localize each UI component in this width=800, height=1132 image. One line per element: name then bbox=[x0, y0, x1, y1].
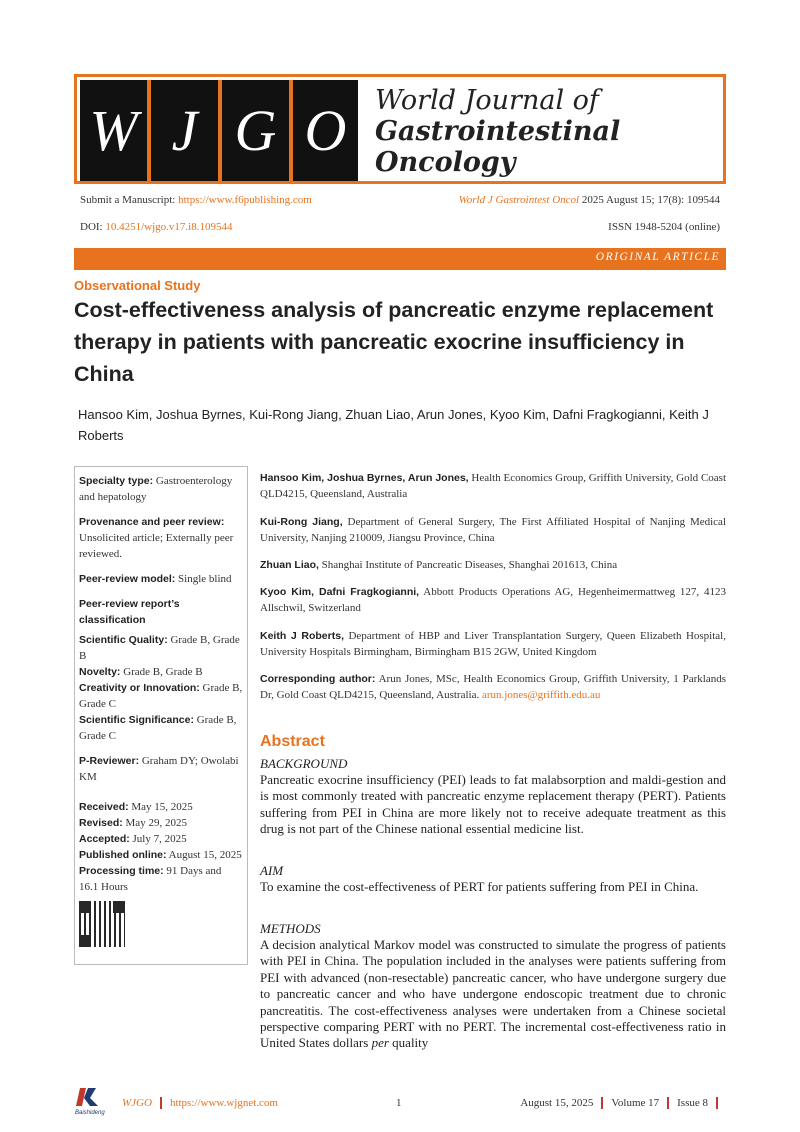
doi-link[interactable]: 10.4251/wjgo.v17.i8.109544 bbox=[105, 221, 233, 233]
novelty-value: Grade B, Grade B bbox=[123, 666, 203, 678]
affiliation-5 bbox=[260, 628, 726, 660]
affiliation-text: Shanghai Institute of Pancreatic Diseases, Shanghai 201613, China bbox=[321, 559, 618, 571]
published-value: August 15, 2025 bbox=[168, 849, 242, 861]
footer-right bbox=[520, 1097, 726, 1109]
masthead-letter-j: J bbox=[151, 80, 222, 181]
publisher-name: Baishideng bbox=[75, 1110, 105, 1116]
affiliation-3 bbox=[260, 557, 726, 573]
quality-label: Scientific Quality: bbox=[79, 634, 168, 646]
corresponding-author bbox=[260, 671, 726, 703]
qr-code-icon[interactable] bbox=[79, 901, 125, 947]
methods-end: quality bbox=[392, 1035, 429, 1051]
footer-divider bbox=[667, 1097, 669, 1109]
processing-value: 91 Days and 16.1 Hours bbox=[79, 865, 222, 893]
publisher-logo-icon bbox=[74, 1086, 112, 1116]
classification-heading: Peer-review report’s classification bbox=[79, 598, 180, 626]
footer-issue: Issue 8 bbox=[677, 1097, 708, 1109]
peer-review-model-value: Single blind bbox=[178, 573, 232, 585]
affiliation-text: Health Economics Group, Griffith University, Gold Coast QLD4215, Queensland, Australia bbox=[260, 472, 727, 500]
revised-value: May 29, 2025 bbox=[125, 817, 187, 829]
accepted-label: Accepted: bbox=[79, 833, 130, 845]
footer-divider bbox=[601, 1097, 603, 1109]
affiliation-names: Keith J Roberts, bbox=[260, 630, 344, 642]
creativity-value: Grade B, Grade C bbox=[79, 682, 243, 710]
significance-value: Grade B, Grade C bbox=[79, 714, 237, 742]
aim-heading: AIM bbox=[260, 863, 284, 878]
revised-label: Revised: bbox=[79, 817, 123, 829]
methods-text bbox=[260, 937, 726, 1052]
masthead-letter-w: W bbox=[80, 80, 151, 181]
background-text: Pancreatic exocrine insufficiency (PEI) leads to fat malabsorption and maldi-gestion and is most commonly treated with pancreatic enzyme replacement therapy (PERT). Patients suffering from PEI in China are more likely not to receive adequate treatment as this drug is not part of the Chinese national essential medicine list. bbox=[260, 772, 726, 837]
significance-label: Scientific Significance: bbox=[79, 714, 194, 726]
journal-title-line1: World Journal of bbox=[375, 85, 599, 116]
article-type-band bbox=[74, 248, 726, 270]
journal-masthead bbox=[74, 74, 726, 184]
novelty-label: Novelty: bbox=[79, 666, 121, 678]
page-number: 1 bbox=[396, 1097, 402, 1109]
issn: ISSN 1948-5204 (online) bbox=[608, 221, 720, 233]
accepted-value: July 7, 2025 bbox=[132, 833, 187, 845]
background-heading: BACKGROUND bbox=[260, 756, 348, 771]
peer-review-model-label: Peer-review model: bbox=[79, 573, 176, 585]
masthead-letter-g: G bbox=[222, 80, 293, 181]
affiliation-2 bbox=[260, 514, 726, 546]
article-title: Cost-effectiveness analysis of pancreatic enzyme replacement therapy in patients with pancreatic exocrine insufficiency in China bbox=[74, 298, 714, 386]
corresponding-email-link[interactable]: arun.jones@griffith.edu.au bbox=[481, 689, 601, 701]
creativity-label: Creativity or Innovation: bbox=[79, 682, 200, 694]
methods-body: A decision analytical Markov model was constructed to simulate the progress of patients with PEI in China. The population included in the analyses were patients suffering from PEI with advanced (non-resectable) pancreatic cancer, who have undergone surgery due to pancreatic cancer and who have undergone endoscopic treatment due to chronic pancreatitis. The cost-effectiveness analyses were undertaken from a Chinese societal perspective comparing PERT with no PERT. The incremental cost-effectiveness ratio in United States dollars bbox=[260, 937, 726, 1051]
footer-divider bbox=[160, 1097, 162, 1109]
footer-journal: WJGO bbox=[122, 1097, 152, 1109]
submit-label: Submit a Manuscript: bbox=[80, 194, 176, 206]
affiliation-4 bbox=[260, 584, 726, 616]
specialty-label: Specialty type: bbox=[79, 475, 154, 487]
masthead-letter-o: O bbox=[293, 80, 358, 181]
methods-heading: METHODS bbox=[260, 921, 321, 936]
citation-journal: World J Gastrointest Oncol bbox=[458, 194, 580, 206]
doi-label: DOI: bbox=[80, 221, 103, 233]
doi-line bbox=[80, 221, 232, 233]
affiliation-names: Kui-Rong Jiang, bbox=[260, 516, 343, 528]
corresponding-label: Corresponding author: bbox=[260, 673, 376, 685]
corresponding-text: Arun Jones, MSc, Health Economics Group, Griffith University, 1 Parklands Dr, Gold Coast QLD4215, Queensland, Australia. bbox=[260, 673, 726, 701]
affiliation-text: Abbott Products Operations AG, Hegenheimermattweg 127, 4123 Allschwil, Switzerland bbox=[260, 586, 726, 614]
received-label: Received: bbox=[79, 801, 129, 813]
affiliation-text: Department of HBP and Liver Transplantation Surgery, Queen Elizabeth Hospital, University Hospitals Birmingham, Birmingham B15 2GW, United Kingdom bbox=[260, 630, 726, 658]
submit-link[interactable]: https://www.f6publishing.com bbox=[178, 194, 312, 206]
abstract-heading: Abstract bbox=[260, 733, 325, 750]
article-info-sidebar bbox=[74, 466, 248, 965]
methods-italic: per bbox=[371, 1035, 389, 1051]
provenance-label: Provenance and peer review: bbox=[79, 516, 225, 528]
article-type: ORIGINAL ARTICLE bbox=[595, 251, 720, 263]
published-label: Published online: bbox=[79, 849, 167, 861]
affiliation-text: Department of General Surgery, The First Affiliated Hospital of Nanjing Medical University, Nanjing 210009, Jiangsu Province, China bbox=[260, 516, 726, 544]
article-category: Observational Study bbox=[74, 278, 201, 293]
affiliation-1 bbox=[260, 470, 726, 502]
affiliation-names: Zhuan Liao, bbox=[260, 559, 319, 571]
journal-title-line2: Gastrointestinal bbox=[375, 116, 621, 148]
submit-line bbox=[80, 194, 312, 206]
reviewer-value: Graham DY; Owolabi KM bbox=[79, 755, 239, 783]
reviewer-label: P-Reviewer: bbox=[79, 755, 140, 767]
footer-url-link[interactable]: https://www.wjgnet.com bbox=[169, 1097, 278, 1109]
received-value: May 15, 2025 bbox=[131, 801, 193, 813]
journal-title bbox=[375, 85, 620, 178]
footer-date: August 15, 2025 bbox=[520, 1097, 594, 1109]
quality-value: Grade B, Grade B bbox=[79, 634, 240, 662]
affiliation-names: Hansoo Kim, Joshua Byrnes, Arun Jones, bbox=[260, 472, 469, 484]
specialty-value: Gastroenterology and hepatology bbox=[79, 475, 233, 503]
affiliation-names: Kyoo Kim, Dafni Fragkogianni, bbox=[260, 586, 420, 598]
author-list: Hansoo Kim, Joshua Byrnes, Kui-Rong Jiang, Zhuan Liao, Arun Jones, Kyoo Kim, Dafni Fragkogianni, Keith J Roberts bbox=[78, 407, 709, 443]
footer-divider bbox=[716, 1097, 718, 1109]
provenance-value: Unsolicited article; Externally peer reviewed. bbox=[79, 532, 234, 560]
citation-line bbox=[459, 194, 720, 206]
aim-text: To examine the cost-effectiveness of PERT for patients suffering from PEI in China. bbox=[260, 879, 699, 894]
journal-title-line3: Oncology bbox=[375, 147, 516, 179]
footer-left bbox=[122, 1097, 278, 1109]
processing-label: Processing time: bbox=[79, 865, 164, 877]
footer-volume: Volume 17 bbox=[611, 1097, 660, 1109]
citation-details: 2025 August 15; 17(8): 109544 bbox=[581, 194, 720, 206]
